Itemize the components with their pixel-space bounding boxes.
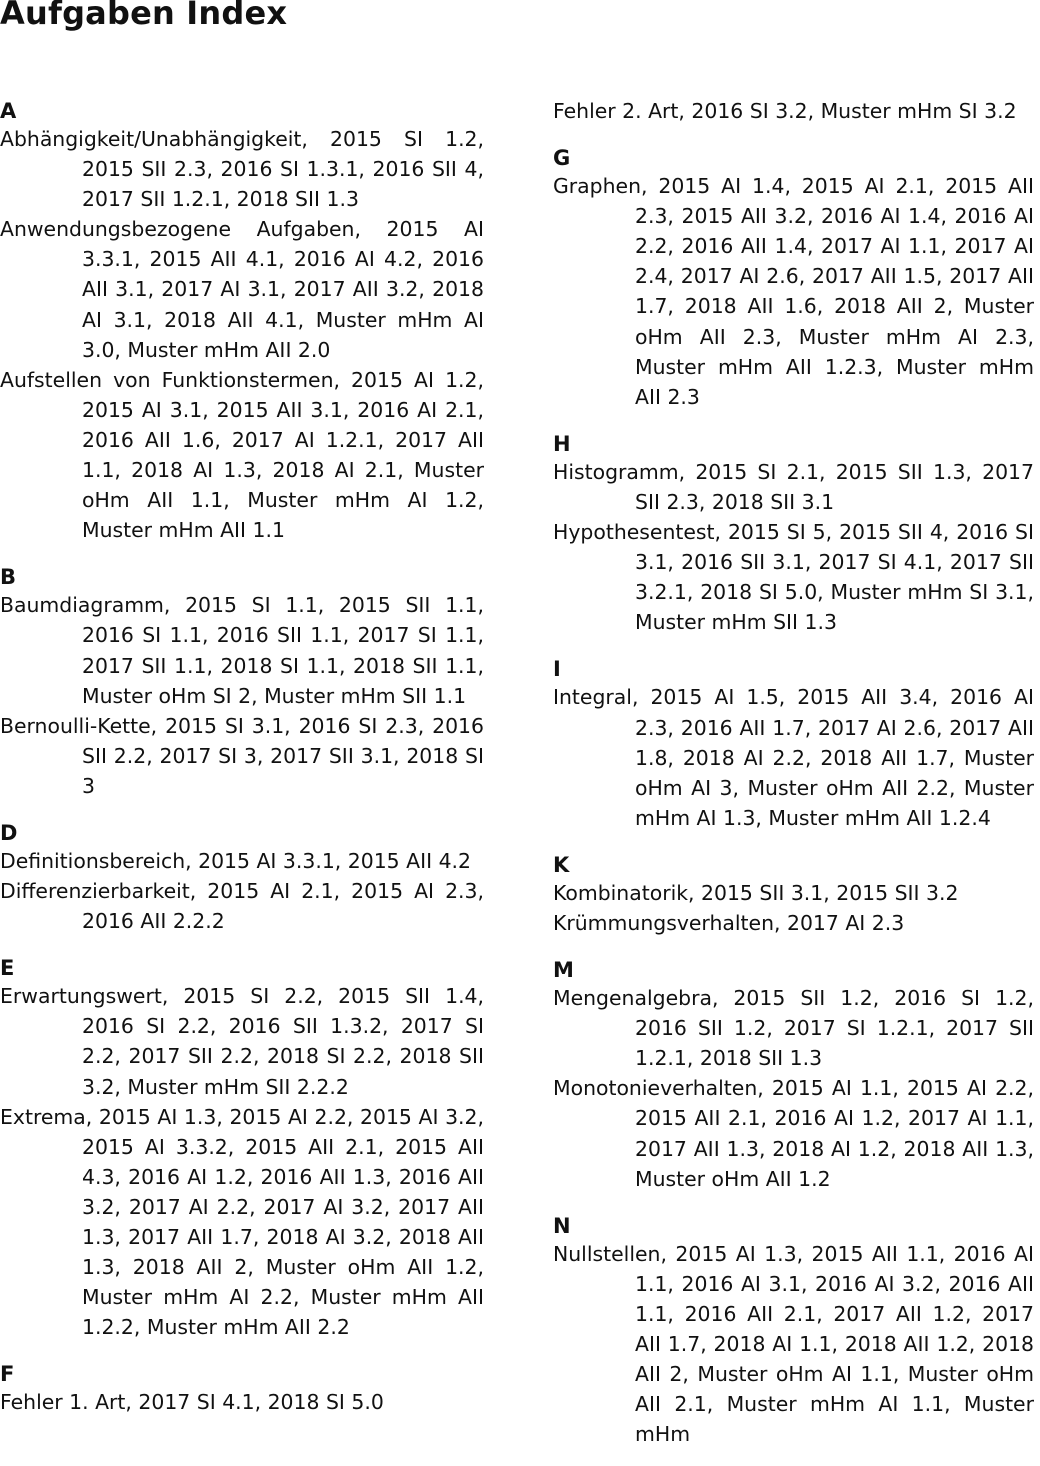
index-group-e	[0, 953, 484, 1342]
index-entry: Erwartungswert, 2015 SI 2.2, 2015 SII 1.4, 2016 SI 2.2, 2016 SII 1.3.2, 2017 SI 2.2, 2017 SII 2.2, 2018 SI 2.2, 2018 SII 3.2, Muster mHm SII 2.2.2	[0, 984, 484, 1099]
index-entry: Bernoulli-Kette, 2015 SI 3.1, 2016 SI 2.3, 2016 SII 2.2, 2017 SI 3, 2017 SII 3.1, 2018 SI 3	[0, 713, 484, 798]
index-entry: Mengenalgebra, 2015 SII 1.2, 2016 SI 1.2, 2016 SII 1.2, 2017 SI 1.2.1, 2017 SII 1.2.1, 2018 SII 1.3	[553, 986, 1034, 1071]
index-letter-heading: G	[553, 146, 571, 171]
index-column-left	[0, 96, 484, 1434]
index-group-k	[553, 850, 1034, 938]
index-entry: Fehler 1. Art, 2017 SI 4.1, 2018 SI 5.0	[0, 1390, 384, 1415]
index-entry: Integral, 2015 AI 1.5, 2015 AII 3.4, 2016 AI 2.3, 2016 AII 1.7, 2017 AI 2.6, 2017 AII 1.8, 2018 AI 2.2, 2018 AII 1.7, Muster oHm AI 3, Muster oHm AII 2.2, Muster mHm AI 1.3, Muster mHm AII 1.2.4	[553, 685, 1034, 830]
index-column-right	[553, 96, 1034, 1466]
index-letter-heading: M	[553, 958, 574, 983]
index-letter-heading: A	[0, 99, 17, 123]
index-entry: Hypothesentest, 2015 SI 5, 2015 SII 4, 2016 SI 3.1, 2016 SII 3.1, 2017 SI 4.1, 2017 SII 3.2.1, 2018 SI 5.0, Muster mHm SI 3.1, Muster mHm SII 1.3	[553, 520, 1034, 635]
index-group-d	[0, 818, 484, 936]
index-entry: Extrema, 2015 AI 1.3, 2015 AI 2.2, 2015 AI 3.2, 2015 AI 3.3.2, 2015 AII 2.1, 2015 AII 4.3, 2016 AI 1.2, 2016 AII 1.3, 2016 AII 3.2, 2017 AI 2.2, 2017 AI 3.2, 2017 AII 1.3, 2017 AII 1.7, 2018 AI 3.2, 2018 AII 1.3, 2018 AII 2, Muster oHm AII 1.2, Muster mHm AI 2.2, Muster mHm AII 1.2.2, Muster mHm AII 2.2	[0, 1104, 484, 1340]
index-entry: Aufstellen von Funktionstermen, 2015 AI 1.2, 2015 AI 3.1, 2015 AII 3.1, 2016 AI 2.1, 2016 AII 1.6, 2017 AI 1.2.1, 2017 AII 1.1, 2018 AI 1.3, 2018 AI 2.1, Muster oHm AII 1.1, Muster mHm AI 1.2, Muster mHm AII 1.1	[0, 367, 484, 543]
page-title: Aufgaben Index	[0, 0, 288, 32]
index-entry: Anwendungsbezogene Aufgaben, 2015 AI 3.3.1, 2015 AII 4.1, 2016 AI 4.2, 2016 AII 3.1, 2017 AI 3.1, 2017 AII 3.2, 2018 AI 3.1, 2018 AII 4.1, Muster mHm AI 3.0, Muster mHm AII 2.0	[0, 217, 484, 362]
index-letter-heading: N	[553, 1213, 571, 1238]
index-group-h	[553, 429, 1034, 638]
index-entry: Histogramm, 2015 SI 2.1, 2015 SII 1.3, 2017 SII 2.3, 2018 SII 3.1	[553, 459, 1034, 514]
index-entry: Fehler 2. Art, 2016 SI 3.2, Muster mHm SI 3.2	[553, 99, 1017, 123]
index-entry: Definitionsbereich, 2015 AI 3.3.1, 2015 AII 4.2	[0, 848, 472, 873]
index-letter-heading: D	[0, 820, 18, 845]
index-letter-heading: F	[0, 1362, 15, 1387]
index-letter-heading: K	[553, 852, 570, 877]
index-group-b	[0, 562, 484, 801]
index-group-f	[0, 1359, 484, 1417]
index-entry: Abhängigkeit/Unabhängigkeit, 2015 SI 1.2, 2015 SII 2.3, 2016 SI 1.3.1, 2016 SII 4, 2017 SII 1.2.1, 2018 SII 1.3	[0, 127, 484, 212]
index-entry: Nullstellen, 2015 AI 1.3, 2015 AII 1.1, 2016 AI 1.1, 2016 AI 3.1, 2016 AI 3.2, 2016 AII 1.1, 2016 AII 2.1, 2017 AII 1.2, 2017 AII 1.7, 2018 AI 1.1, 2018 AII 1.2, 2018 AII 2, Muster oHm AI 1.1, Muster oHm AII 2.1, Muster mHm AI 1.1, Muster mHm	[553, 1241, 1034, 1447]
index-letter-heading: H	[553, 431, 571, 456]
index-entry: Monotonieverhalten, 2015 AI 1.1, 2015 AI 2.2, 2015 AII 2.1, 2016 AI 1.2, 2017 AI 1.1, 2017 AII 1.3, 2018 AI 1.2, 2018 AII 1.3, Muster oHm AII 1.2	[553, 1076, 1034, 1191]
index-entry: Differenzierbarkeit, 2015 AI 2.1, 2015 AI 2.3, 2016 AII 2.2.2	[0, 879, 484, 934]
index-group-f-continued	[553, 96, 1034, 126]
index-group-n	[553, 1211, 1034, 1450]
index-entry: Graphen, 2015 AI 1.4, 2015 AI 2.1, 2015 AII 2.3, 2015 AII 3.2, 2016 AI 1.4, 2016 AI 2.2, 2016 AII 1.4, 2017 AI 1.1, 2017 AI 2.4, 2017 AI 2.6, 2017 AII 1.5, 2017 AII 1.7, 2018 AII 1.6, 2018 AII 2, Muster oHm AII 2.3, Muster mHm AI 2.3, Muster mHm AII 1.2.3, Muster mHm AII 2.3	[553, 174, 1034, 409]
index-group-a	[0, 96, 484, 545]
index-entry: Kombinatorik, 2015 SII 3.1, 2015 SII 3.2	[553, 880, 959, 905]
index-group-m	[553, 955, 1034, 1194]
index-entry: Krümmungsverhalten, 2017 AI 2.3	[553, 910, 905, 935]
index-group-g	[553, 143, 1034, 412]
index-letter-heading: E	[0, 956, 15, 981]
index-entry: Baumdiagramm, 2015 SI 1.1, 2015 SII 1.1, 2016 SI 1.1, 2016 SII 1.1, 2017 SI 1.1, 2017 SII 1.1, 2018 SI 1.1, 2018 SII 1.1, Muster oHm SI 2, Muster mHm SII 1.1	[0, 593, 484, 708]
index-group-i	[553, 654, 1034, 832]
index-letter-heading: B	[0, 565, 17, 590]
index-letter-heading: I	[553, 657, 561, 682]
